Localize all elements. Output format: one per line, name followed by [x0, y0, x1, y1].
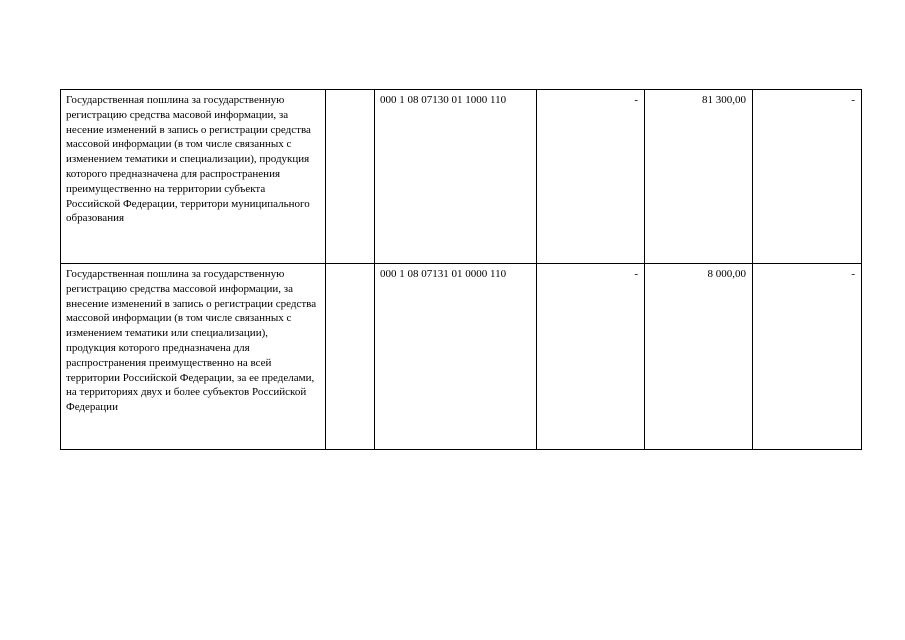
row-amount-cell: 81 300,00: [645, 90, 753, 264]
table-row: [61, 264, 862, 450]
row-code-cell: 000 1 08 07131 01 0000 110: [375, 264, 537, 450]
revenue-table: [60, 89, 862, 450]
row-empty-cell: [326, 264, 375, 450]
row-name-cell: Государственная пошлина за государственную регистрацию средства массовой информации, за внесение изменений в запись о регистрации средства массовой информации (в том числе связанных с изменением тематики или специализации), продукция которого предназначена для распространения преимущественно на всей территории Российской Федерации, за ее пределами, на территориях двух и более субъектов Российской Федерации: [61, 264, 326, 450]
row-value-cell: -: [753, 264, 862, 450]
table-row: [61, 90, 862, 264]
row-value-cell: -: [537, 264, 645, 450]
row-name-cell: Государственная пошлина за государственную регистрацию средства масовой информации, за несение изменений в запись о регистрации средства массовой информации (в том числе связанных с изменением тематики и специализации), продукция которого предназначена для распространения преимущественно на территории субъекта Российской Федерации, территори муниципального образования: [61, 90, 326, 264]
row-amount-cell: 8 000,00: [645, 264, 753, 450]
row-empty-cell: [326, 90, 375, 264]
row-code-cell: 000 1 08 07130 01 1000 110: [375, 90, 537, 264]
row-value-cell: -: [537, 90, 645, 264]
row-value-cell: -: [753, 90, 862, 264]
